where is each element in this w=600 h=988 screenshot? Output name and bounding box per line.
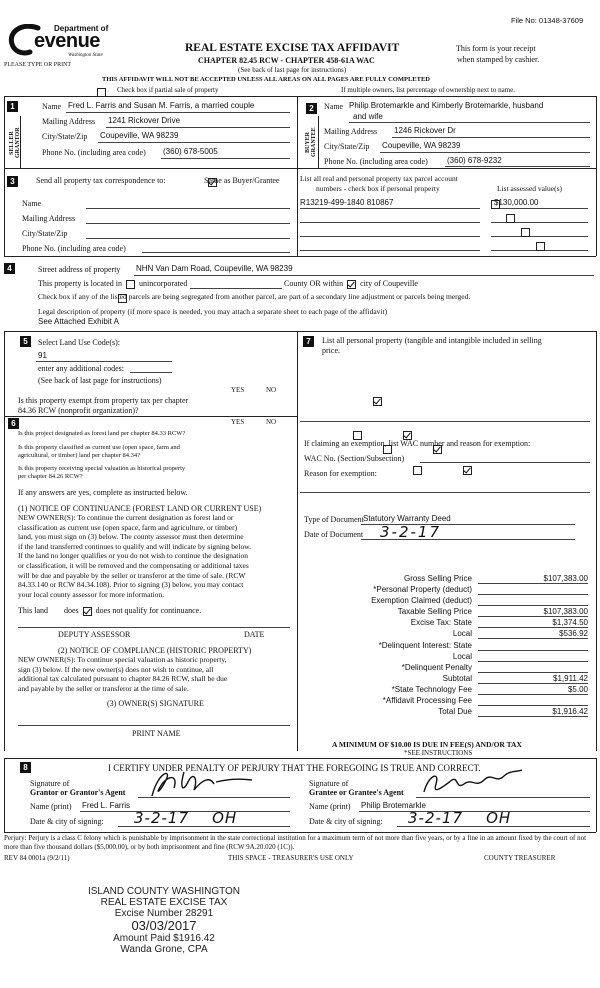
exempt-no-checkbox[interactable] <box>373 397 382 406</box>
grantor-name-label: Name (print) <box>30 802 72 811</box>
parcel-number[interactable]: R13219-499-1840 810867 <box>300 198 394 207</box>
totals-value[interactable] <box>478 651 588 662</box>
stamp-line: Excise Number 28291 <box>114 908 214 919</box>
personal-property-checkbox-3[interactable] <box>521 228 530 237</box>
buyer-mailing-label: Mailing Address <box>324 127 378 136</box>
reason-exemption-label: Reason for exemption: <box>304 469 377 478</box>
wac-number-label: WAC No. (Section/Subsection) <box>304 454 405 463</box>
section-8-badge: 8 <box>20 762 31 773</box>
form-subtitle: CHAPTER 82.45 RCW - CHAPTER 458-61A WAC <box>198 56 375 65</box>
totals-value[interactable]: $1,911.42 <box>478 673 588 684</box>
notice2-line: sign (3) below. If the new owner(s) does not wish to continue, all <box>18 664 214 674</box>
section-6-badge: 6 <box>8 418 19 429</box>
totals-label: Taxable Selling Price <box>397 607 472 617</box>
grantor-agent-label: Grantor or Grantor's Agent <box>30 788 126 797</box>
totals-label: *State Technology Fee <box>391 684 472 694</box>
located-in-label: This property is located in <box>38 279 122 288</box>
totals-value[interactable]: $1,916.42 <box>478 706 588 717</box>
notice-continuance-text <box>18 513 251 599</box>
deputy-assessor-label: DEPUTY ASSESSOR <box>58 630 131 639</box>
logo-state: Washington State <box>68 53 103 58</box>
totals-table <box>300 573 588 717</box>
logo-word: evenue <box>34 30 100 52</box>
totals-label: Subtotal <box>442 673 472 683</box>
if-any-yes-note: If any answers are yes, complete as instructed below. <box>18 488 188 497</box>
stamp-line: Amount Paid $1916.42 <box>113 933 215 944</box>
document-type[interactable]: Statutory Warranty Deed <box>363 514 451 523</box>
totals-label: Total Due <box>438 707 472 717</box>
grantee-name-label: Name (print) <box>309 802 351 811</box>
buyer-side-label: BUYER GRANTEE <box>305 127 317 157</box>
totals-label: Excise Tax: State <box>410 618 472 628</box>
receipt-line-2: when stamped by cashier. <box>457 55 540 64</box>
perjury-notice: Perjury: Perjury is a class C felony which is punishable by imprisonment in the state correctional institution for a maximum term of not more than five years, or by a fine in an amount fixed by the court of not more than five thousand dollars ($5,000.00), or by both imprisonment and fine (RCW 9A.20.020 (1C)). <box>4 834 587 851</box>
buyer-name-line-2[interactable]: and wife <box>353 112 383 121</box>
unincorporated-label: unincorporated <box>138 279 188 288</box>
totals-value[interactable]: $107,383.00 <box>478 573 588 584</box>
buyer-city[interactable]: Coupeville, WA 98239 <box>382 141 461 150</box>
seller-name-label: Name <box>42 102 62 111</box>
current-use-question-2: agricultural, or timber) land per chapter 84.34? <box>18 452 141 459</box>
form-title: REAL ESTATE EXCISE TAX AFFIDAVIT <box>185 42 400 54</box>
form-revision: REV 84 0001a (9/2/11) <box>4 854 70 862</box>
historic-yes-checkbox[interactable] <box>413 466 422 475</box>
please-type: PLEASE TYPE OR PRINT <box>4 62 72 68</box>
buyer-city-label: City/State/Zip <box>324 142 370 151</box>
stamp-line: ISLAND COUNTY WASHINGTON <box>87 886 241 897</box>
totals-row <box>300 573 588 584</box>
totals-label: Exemption Claimed (deduct) <box>371 596 472 606</box>
totals-row <box>300 651 588 662</box>
notice-compliance-text <box>18 655 227 693</box>
parcel-header-2: numbers - check box if personal property <box>316 184 440 193</box>
seller-side-label: SELLER GRANTOR <box>9 127 21 159</box>
forest-land-question: Is this project designated as forest land per chapter 84.33 RCW? <box>18 430 186 437</box>
buyer-mailing[interactable]: 1246 Rickover Dr <box>394 126 456 135</box>
notice1-line: If the land no longer qualifies or you do not wish to continue the designation <box>18 551 248 561</box>
land-use-label: Select Land Use Code(s): <box>38 338 120 347</box>
see-instructions-note: *SEE INSTRUCTIONS <box>404 749 473 757</box>
see-back-land-use: (See back of last page for instructions) <box>38 376 162 385</box>
logo-department: Department of <box>54 24 109 33</box>
notice1-line: your local county assessor for more information. <box>18 589 165 599</box>
stamp-date: 03/03/2017 <box>131 918 197 933</box>
notice1-line: NEW OWNER(S): To continue the current designation as forest land or <box>18 513 234 522</box>
treasurer-stamp <box>80 886 248 955</box>
grantee-name-print[interactable]: Philip Brotemarkle <box>361 801 426 810</box>
notice-continuance-title: (1) NOTICE OF CONTINUANCE (FOREST LAND OR CURRENT USE) <box>18 504 262 513</box>
totals-label: Local <box>452 651 472 661</box>
unincorporated-checkbox[interactable] <box>126 280 135 289</box>
document-date-label: Date of Document <box>304 530 364 539</box>
buyer-name-line-1[interactable]: Philip Brotemarkle and Kimberly Brotemarkle, husband <box>349 101 544 110</box>
totals-value[interactable] <box>478 640 588 651</box>
totals-value[interactable]: $1,374.50 <box>478 617 588 628</box>
historic-no-checkbox[interactable] <box>463 466 472 475</box>
assessed-header: List assessed value(s) <box>497 184 562 193</box>
enter-additional-label: enter any additional codes: <box>38 364 124 373</box>
notice1-line: if the land transferred continues to qualify and will indicate by signing below. <box>18 541 251 551</box>
current-use-question-1: Is this property classified as current use (open space, farm and <box>18 444 180 451</box>
s6-yes-header: YES <box>231 418 245 426</box>
treasurer-space-label: THIS SPACE - TREASURER'S USE ONLY <box>228 854 354 862</box>
totals-row <box>300 673 588 684</box>
land-use-code[interactable]: 91 <box>38 351 47 360</box>
totals-label: *Delinquent Penalty <box>401 662 472 672</box>
totals-value[interactable]: $5.00 <box>478 684 588 695</box>
notice2-line: NEW OWNER(S): To continue special valuation as historic property, <box>18 655 227 664</box>
totals-label: *Personal Property (deduct) <box>373 585 472 595</box>
personal-property-label-2: price. <box>322 346 340 355</box>
same-as-buyer-label: Same as Buyer/Grantee <box>204 176 280 185</box>
seller-city[interactable]: Coupeville, WA 98239 <box>100 131 179 140</box>
totals-value[interactable] <box>478 662 588 673</box>
totals-value[interactable] <box>478 584 588 595</box>
exempt-question-1: Is this property exempt from property tax per chapter <box>18 396 189 405</box>
document-type-label: Type of Document <box>304 515 364 524</box>
totals-row <box>300 606 588 617</box>
document-date[interactable]: 3-2-17 <box>380 523 441 541</box>
totals-row <box>300 695 588 706</box>
claiming-exemption-label: If claiming an exemption, list WAC number and reason for exemption: <box>304 439 531 448</box>
buyer-phone-label: Phone No. (including area code) <box>324 157 428 166</box>
street-address-label: Street address of property <box>38 265 121 274</box>
grantor-date-city[interactable]: 3-2-17 OH <box>134 809 238 827</box>
totals-label: Gross Selling Price <box>403 574 472 583</box>
historic-question-1: Is this property receiving special valuation as historical property <box>18 465 186 472</box>
partial-sale-label: Check box if partial sale of property <box>117 86 219 94</box>
section-1-badge: 1 <box>7 101 18 112</box>
segregated-note: Check box if any of the listed parcels are being segregated from another parcel, are part of a secondary line adjustment or parcels being merged. <box>38 292 471 301</box>
totals-row <box>300 706 588 717</box>
historic-question-2: per chapter 84.26 RCW? <box>18 473 83 480</box>
corr-name-label: Name <box>22 199 42 208</box>
grantee-date-city[interactable]: 3-2-17 OH <box>408 809 512 827</box>
personal-property-checkbox-2[interactable] <box>506 214 515 223</box>
this-land-label: This land <box>18 606 48 615</box>
totals-row <box>300 640 588 651</box>
location-line <box>38 279 187 289</box>
deputy-date-label: DATE <box>244 630 265 639</box>
stamp-line: Wanda Grone, CPA <box>120 944 208 955</box>
parcel-header-1: List all real and personal property tax parcel account <box>300 174 458 183</box>
print-name-label: PRINT NAME <box>132 729 181 738</box>
s6-no-header: NO <box>266 418 277 426</box>
section-5-badge: 5 <box>20 336 31 347</box>
qualify-line <box>18 606 201 616</box>
within-city-line <box>284 279 418 289</box>
notice1-line: land, you must sign on (3) below. The county assessor must then determine <box>18 532 244 542</box>
totals-row <box>300 662 588 673</box>
notice2-line: and payable by the seller or transferor at the time of sale. <box>18 683 189 693</box>
notice1-line: will be due and payable by the seller or transferor at the time of sale. (RCW <box>18 570 246 580</box>
exempt-no-header: NO <box>266 386 277 394</box>
seller-phone[interactable]: (360) 678-5005 <box>163 147 218 156</box>
legal-description-label: Legal description of property (if more space is needed, you may attach a separate sheet to each page of the affidavit) <box>38 307 388 316</box>
county-treasurer-label: COUNTY TREASURER <box>484 854 556 862</box>
see-back-header: (See back of last page for instructions) <box>238 66 347 74</box>
city-of-label: city of Coupeville <box>360 279 418 288</box>
certify-statement: I CERTIFY UNDER PENALTY OF PERJURY THAT THE FOREGOING IS TRUE AND CORRECT. <box>108 763 481 773</box>
dor-logo <box>8 22 128 62</box>
legal-description[interactable]: See Attached Exhibit A <box>38 317 119 326</box>
totals-row <box>300 628 588 639</box>
assessed-value[interactable]: $130,000.00 <box>494 198 539 207</box>
totals-label: *Affidavit Processing Fee <box>382 696 472 706</box>
personal-property-checkbox-4[interactable] <box>536 242 545 251</box>
warning-banner: THIS AFFIDAVIT WILL NOT BE ACCEPTED UNLESS ALL AREAS ON ALL PAGES ARE FULLY COMPLETED <box>102 76 430 83</box>
totals-label: *Delinquent Interest: State <box>378 640 472 650</box>
totals-label: Local <box>452 629 472 639</box>
totals-row <box>300 684 588 695</box>
corr-mailing-label: Mailing Address <box>22 214 76 223</box>
personal-property-label-1: List all personal property (tangible and intangible included in selling <box>322 336 542 345</box>
section-2-badge: 2 <box>306 103 317 114</box>
seller-phone-label: Phone No. (including area code) <box>42 148 146 157</box>
totals-row <box>300 617 588 628</box>
grantee-signature-of: Signature of <box>309 779 349 788</box>
send-correspondence-label: Send all property tax correspondence to: <box>36 176 166 185</box>
seller-mailing[interactable]: 1241 Rickover Drive <box>108 116 181 125</box>
notice1-line: 84.33.140 or RCW 84.34.108). Prior to signing (3) below, you may contact <box>18 580 244 590</box>
exempt-question-2: 84.36 RCW (nonprofit organization)? <box>18 406 139 415</box>
totals-value[interactable] <box>478 695 588 706</box>
section-3-badge: 3 <box>7 176 18 187</box>
notice1-line: classification as current use (open space, farm and agriculture, or timber) <box>18 522 238 532</box>
section-4-badge: 4 <box>4 263 15 274</box>
buyer-name-label: Name <box>324 102 344 111</box>
owner-signature-label: (3) OWNER(S) SIGNATURE <box>107 699 204 708</box>
grantee-signature-icon <box>418 766 528 802</box>
corr-city-label: City/State/Zip <box>22 229 68 238</box>
does-label: does <box>64 606 79 615</box>
buyer-phone[interactable]: (360) 678-9232 <box>447 156 502 165</box>
corr-phone-label: Phone No. (including area code) <box>22 244 126 253</box>
seller-mailing-label: Mailing Address <box>42 117 96 126</box>
does-not-checkbox[interactable] <box>83 607 92 616</box>
notice1-line: or classification, it will be removed and the compensating or additional taxes <box>18 560 249 570</box>
file-number: File No: 01348-37609 <box>511 16 584 25</box>
personal-property-checkbox-1[interactable] <box>491 200 500 209</box>
street-address[interactable]: NHN Van Dam Road, Coupeville, WA 98239 <box>136 264 293 273</box>
totals-row <box>300 584 588 595</box>
seller-name[interactable]: Fred L. Farris and Susan M. Farris, a married couple <box>68 101 255 110</box>
section-7-badge: 7 <box>303 336 314 347</box>
receipt-line-1: This form is your receipt <box>456 44 536 53</box>
grantor-date-city-label: Date & city of signing: <box>30 817 104 826</box>
seller-city-label: City/State/Zip <box>42 132 88 141</box>
county-or-label: County OR within <box>284 279 344 288</box>
notice-compliance-title: (2) NOTICE OF COMPLIANCE (HISTORIC PROPERTY) <box>58 646 252 655</box>
grantee-date-city-label: Date & city of signing: <box>309 817 383 826</box>
grantee-agent-label: Grantee or Grantee's Agent <box>309 788 404 797</box>
totals-row <box>300 595 588 606</box>
totals-value[interactable]: $536.92 <box>478 628 588 639</box>
within-city-checkbox[interactable] <box>347 280 356 289</box>
notice2-line: additional tax calculated pursuant to chapter 84.26 RCW, shall be due <box>18 674 228 684</box>
minimum-due-note: A MINIMUM OF $10.00 IS DUE IN FEE(S) AND/OR TAX <box>332 740 522 749</box>
multiple-owners-note: If multiple owners, list percentage of ownership next to name. <box>341 86 515 94</box>
grantor-signature-of: Signature of <box>30 779 70 788</box>
grantor-name-print[interactable]: Fred L. Farris <box>82 801 131 810</box>
exempt-yes-header: YES <box>231 386 245 394</box>
stamp-line: REAL ESTATE EXCISE TAX <box>100 897 228 908</box>
grantor-signature-icon <box>144 766 264 802</box>
does-not-label: does not qualify for continuance. <box>95 606 202 615</box>
totals-value[interactable]: $107,383.00 <box>478 606 588 617</box>
totals-value[interactable] <box>478 595 588 606</box>
